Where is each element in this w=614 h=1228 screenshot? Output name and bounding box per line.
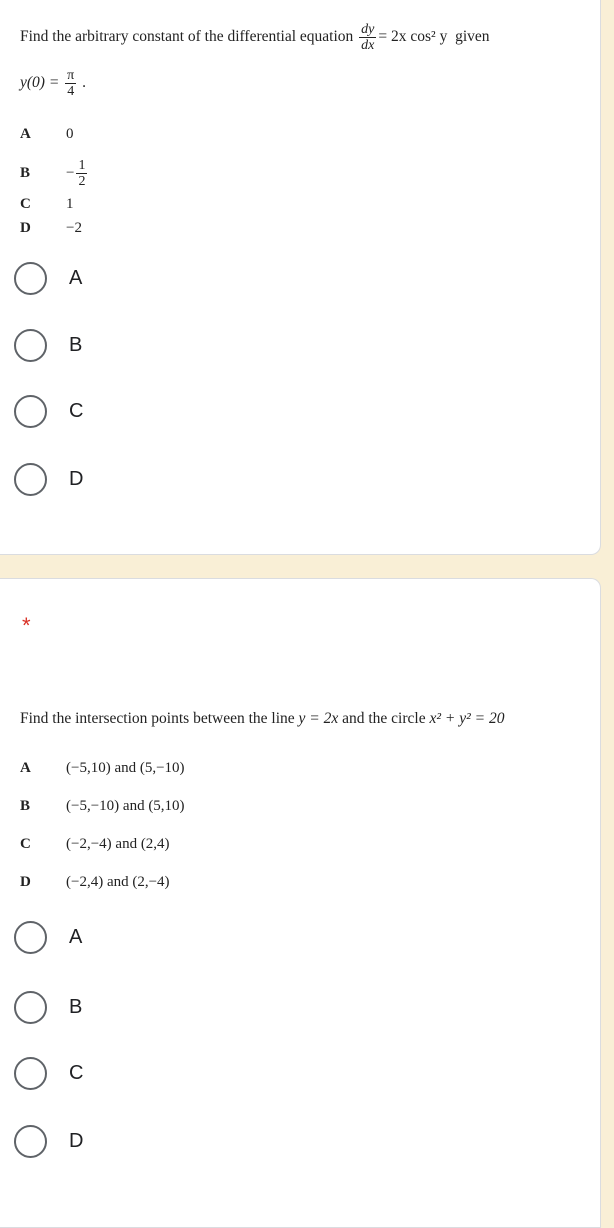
q2-option-c: C (−2,−4) and (2,4) — [20, 836, 170, 852]
radio-circle-icon[interactable] — [14, 1057, 47, 1090]
q2-radio-b[interactable]: B — [14, 991, 82, 1024]
question-1-text: Find the arbitrary constant of the differential equation $\frac{dy}{dx}$ = 2x cos² y given — [20, 22, 490, 53]
q2-radio-c[interactable]: C — [14, 1057, 83, 1090]
radio-circle-icon[interactable] — [14, 1125, 47, 1158]
radio-circle-icon[interactable] — [14, 395, 47, 428]
q1-option-b: B − $\frac{1}{2}$ — [20, 158, 86, 189]
question-1-condition: y(0) = $\frac{\pi}{4}$ . — [20, 68, 86, 99]
q2-option-a: A (−5,10) and (5,−10) — [20, 760, 185, 776]
q1-option-d: D −2 — [20, 220, 82, 236]
radio-circle-icon[interactable] — [14, 463, 47, 496]
q1-option-a: A 0 — [20, 126, 74, 142]
q1-radio-a[interactable]: A — [14, 262, 82, 295]
q1-radio-c[interactable]: C — [14, 395, 83, 428]
q2-radio-a[interactable]: A — [14, 921, 82, 954]
question-card-2 — [0, 578, 601, 1228]
q2-radio-d[interactable]: D — [14, 1125, 83, 1158]
radio-circle-icon[interactable] — [14, 991, 47, 1024]
question-2-text: Find the intersection points between the line y = 2x and the circle x² + y² = 20 — [20, 710, 505, 727]
q1-radio-d[interactable]: D — [14, 463, 83, 496]
question-card-1 — [0, 0, 601, 555]
q1-option-c: C 1 — [20, 196, 74, 212]
q1-radio-b[interactable]: B — [14, 329, 82, 362]
radio-circle-icon[interactable] — [14, 921, 47, 954]
q2-option-d: D (−2,4) and (2,−4) — [20, 874, 170, 890]
q2-option-b: B (−5,−10) and (5,10) — [20, 798, 185, 814]
radio-circle-icon[interactable] — [14, 329, 47, 362]
radio-circle-icon[interactable] — [14, 262, 47, 295]
required-asterisk: * — [22, 613, 31, 638]
